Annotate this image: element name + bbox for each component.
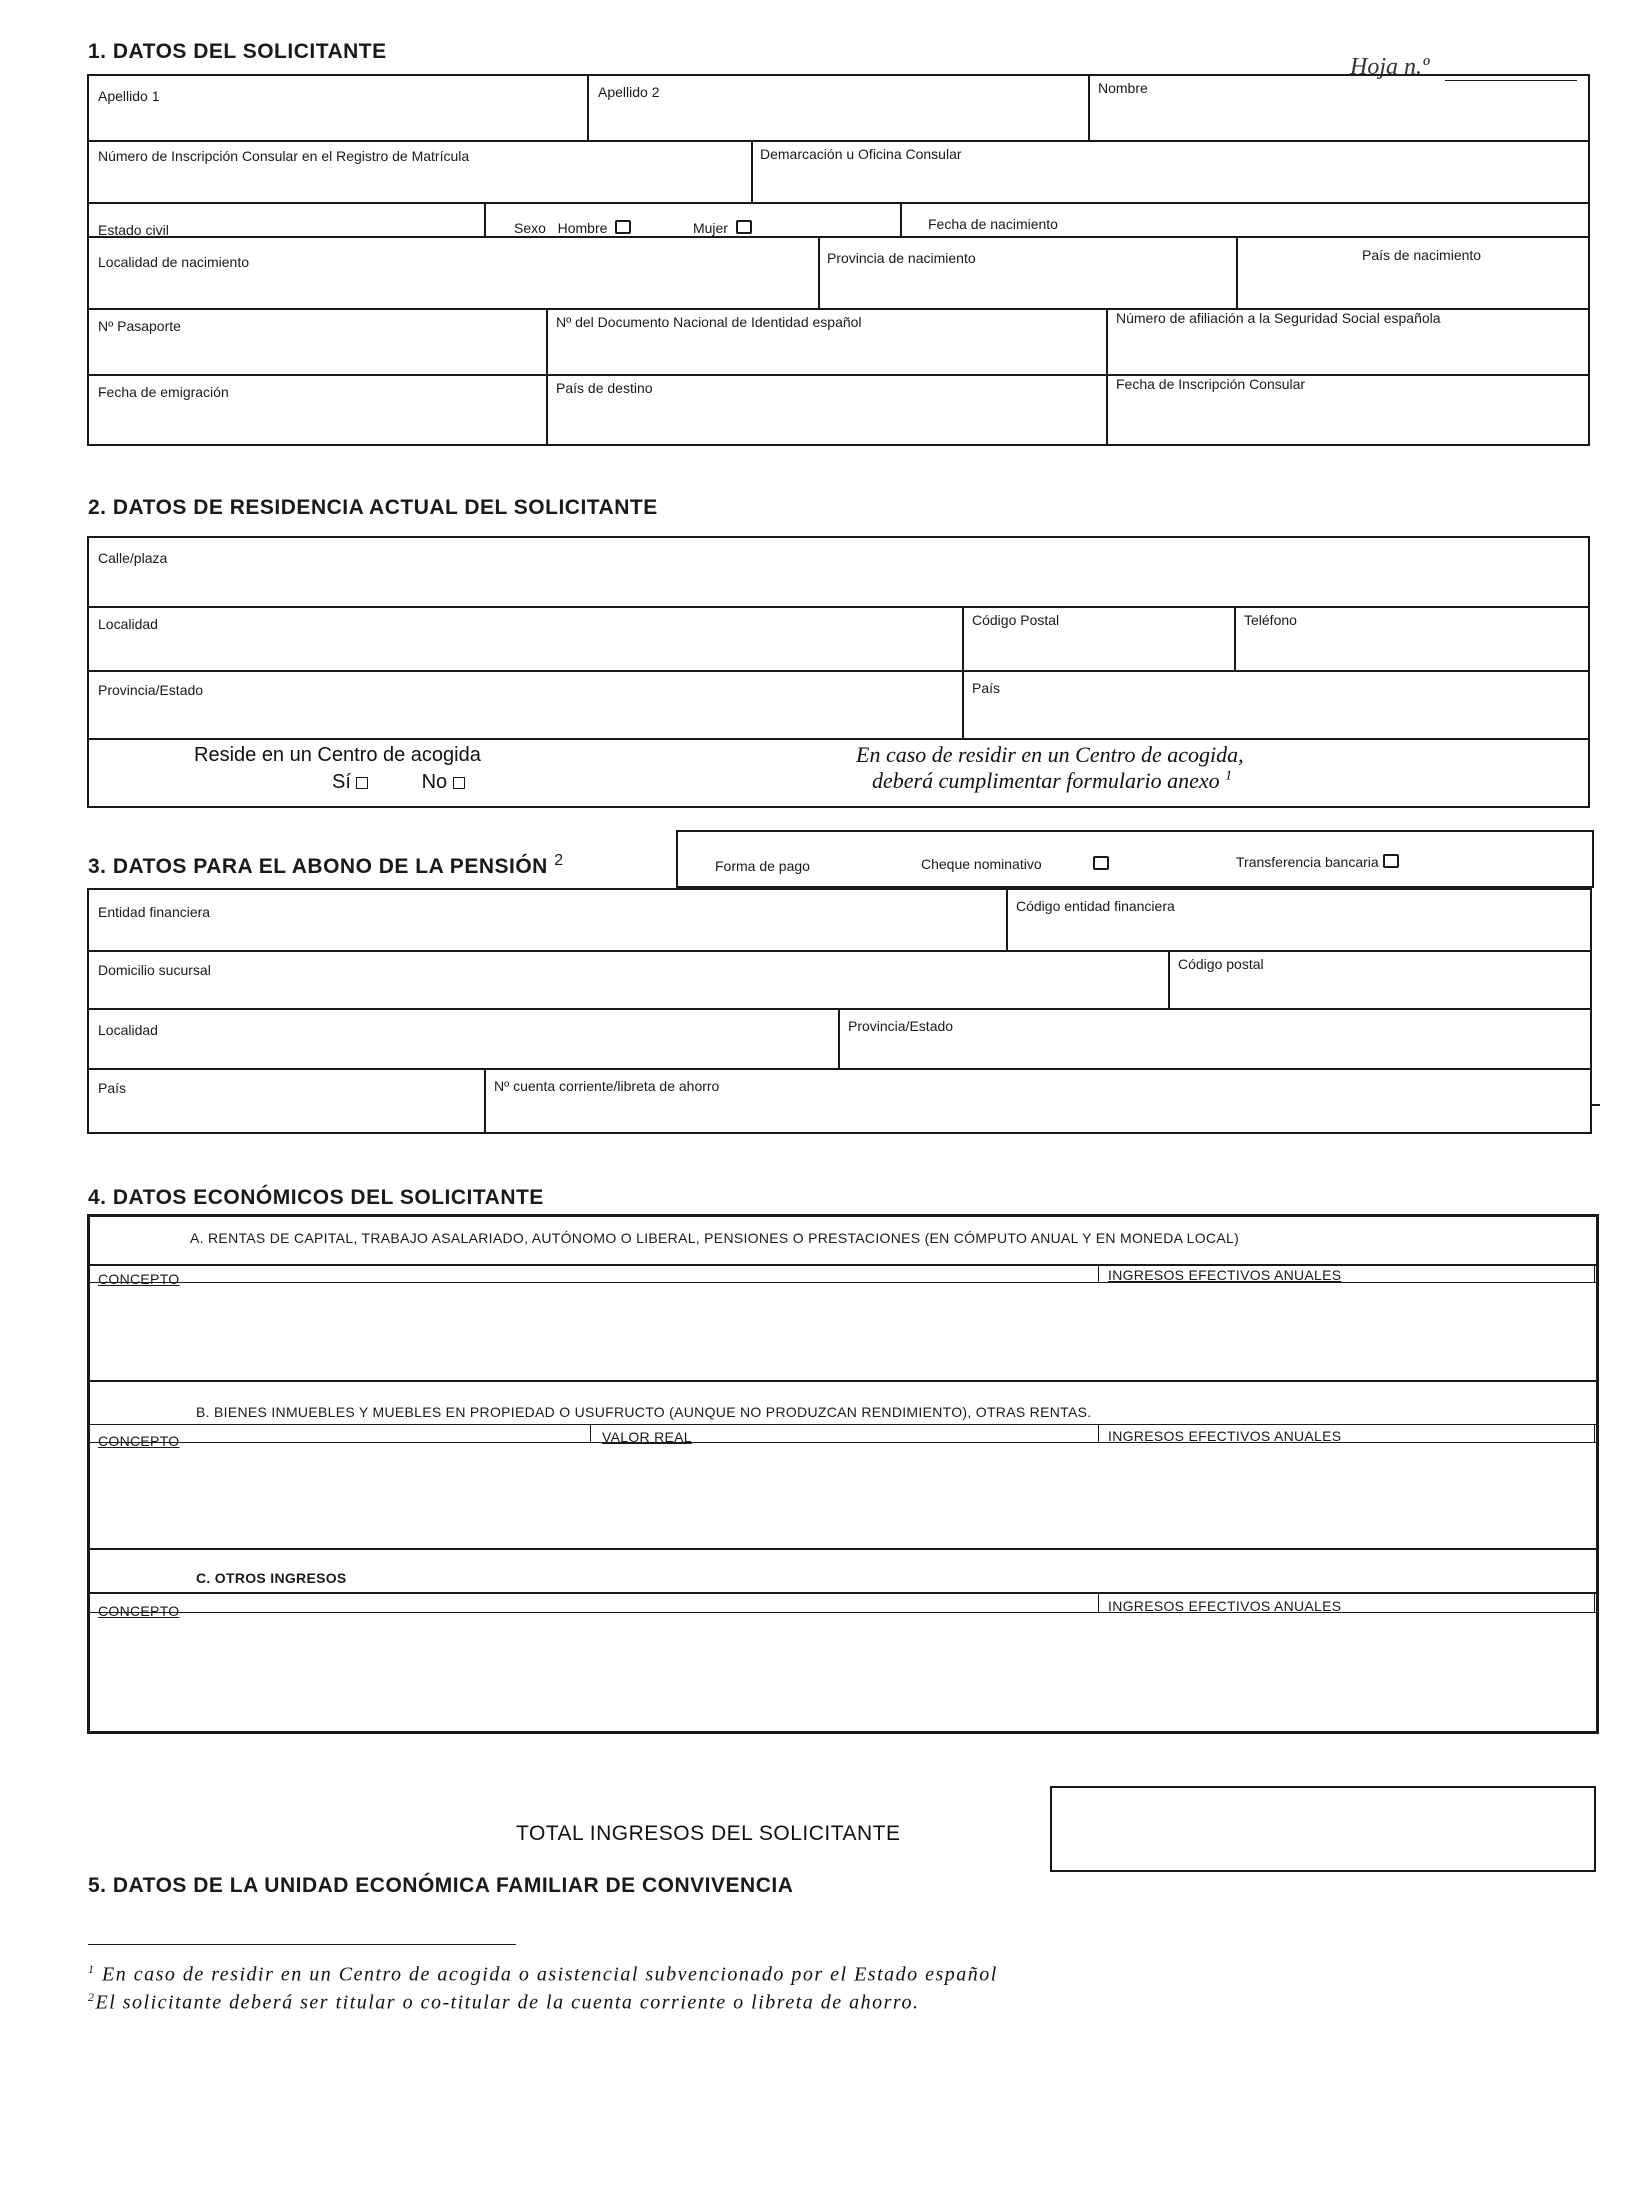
- b-valor-real-header: VALOR REAL: [602, 1429, 692, 1445]
- field-calle[interactable]: Calle/plaza: [98, 550, 168, 566]
- rule: [87, 950, 1592, 952]
- field-localidad[interactable]: Localidad: [98, 616, 158, 632]
- field-dni[interactable]: Nº del Documento Nacional de Identidad español: [556, 314, 862, 330]
- total-ingresos-label: TOTAL INGRESOS DEL SOLICITANTE: [516, 1822, 901, 1845]
- footnote-2-num: 2: [88, 1990, 96, 2004]
- rentas-a-title: A. RENTAS DE CAPITAL, TRABAJO ASALARIADO, AUTÓNOMO O LIBERAL, PENSIONES O PRESTACIONES (EN CÓMPUTO ANUAL Y EN MONEDA LOCAL): [190, 1230, 1240, 1246]
- rule: [1236, 236, 1238, 308]
- rule: [87, 1282, 1599, 1283]
- forma-pago-label: Forma de pago: [715, 858, 810, 874]
- hombre-checkbox[interactable]: [615, 220, 631, 234]
- rule: [87, 1612, 1599, 1613]
- footnote-2: [88, 1990, 919, 2015]
- footnote-1-num: 1: [88, 1962, 96, 1976]
- rule: [1234, 606, 1236, 670]
- field-fecha-emigracion[interactable]: Fecha de emigración: [98, 384, 229, 400]
- rule: [87, 738, 1590, 740]
- field-seguridad-social[interactable]: Número de afiliación a la Seguridad Social española: [1116, 310, 1441, 326]
- field-num-inscripcion[interactable]: Número de Inscripción Consular en el Registro de Matrícula: [98, 148, 470, 164]
- transferencia-option: [1236, 854, 1399, 870]
- c-entry-area[interactable]: [98, 1616, 1588, 1726]
- sexo-label: Sexo: [514, 220, 546, 236]
- field-codigo-entidad[interactable]: Código entidad financiera: [1016, 898, 1175, 914]
- a-entry-area[interactable]: [98, 1286, 1588, 1378]
- rule: [818, 236, 820, 308]
- rule: [87, 1380, 1599, 1382]
- rule: [1006, 888, 1008, 950]
- a-ingresos-header: INGRESOS EFECTIVOS ANUALES: [1108, 1267, 1342, 1283]
- no-label: No: [421, 771, 448, 793]
- rule: [751, 140, 753, 202]
- rule: [87, 1424, 1599, 1425]
- field-fecha-inscripcion[interactable]: Fecha de Inscripción Consular: [1116, 376, 1306, 392]
- rule: [1168, 950, 1170, 1008]
- field-fecha-nacimiento[interactable]: Fecha de nacimiento: [928, 216, 1058, 232]
- centro-note-text: deberá cumplimentar formulario anexo: [872, 768, 1220, 793]
- rule: [1590, 1104, 1600, 1106]
- rule: [1106, 308, 1108, 446]
- bienes-b-title: B. BIENES INMUEBLES Y MUEBLES EN PROPIEDAD O USUFRUCTO (AUNQUE NO PRODUZCAN RENDIMIENTO), OTRAS RENTAS.: [196, 1404, 1092, 1420]
- rule: [87, 670, 1590, 672]
- rule: [587, 74, 589, 140]
- rule: [87, 374, 1590, 376]
- field-telefono[interactable]: Teléfono: [1244, 612, 1297, 628]
- transferencia-checkbox[interactable]: [1383, 854, 1399, 868]
- sheet-number-label: Hoja n.º: [1350, 54, 1430, 80]
- sexo-group: [514, 220, 752, 236]
- section-3-sup: 2: [554, 852, 564, 869]
- section-2-table: [87, 536, 1590, 808]
- rule: [87, 606, 1590, 608]
- rule: [87, 1264, 1599, 1266]
- field-apellido2[interactable]: Apellido 2: [598, 84, 660, 100]
- rule: [87, 202, 1590, 204]
- section-5-title: 5. DATOS DE LA UNIDAD ECONÓMICA FAMILIAR DE CONVIVENCIA: [88, 1874, 794, 1897]
- b-entry-area[interactable]: [98, 1446, 1588, 1546]
- field-pais-nacimiento[interactable]: País de nacimiento: [1362, 247, 1482, 263]
- rule: [1594, 1264, 1595, 1282]
- field-domicilio-sucursal[interactable]: Domicilio sucursal: [98, 962, 211, 978]
- footnote-1-text: En caso de residir en un Centro de acogida o asistencial subvencionado por el Estado español: [102, 1963, 998, 1986]
- field-localidad-nacimiento[interactable]: Localidad de nacimiento: [98, 254, 249, 270]
- footnote-1: [88, 1962, 998, 1987]
- mujer-checkbox[interactable]: [736, 220, 752, 234]
- section-3-title-text: 3. DATOS PARA EL ABONO DE LA PENSIÓN: [88, 855, 548, 878]
- c-concepto-header: CONCEPTO: [98, 1603, 180, 1619]
- rule: [87, 1068, 1592, 1070]
- centro-note-line2: [872, 768, 1232, 794]
- rule: [87, 236, 1590, 238]
- field-demarcacion[interactable]: Demarcación u Oficina Consular: [760, 146, 962, 162]
- rule: [484, 1068, 486, 1134]
- rule: [87, 1442, 1599, 1443]
- rule: [838, 1008, 840, 1068]
- section-1-title: 1. DATOS DEL SOLICITANTE: [88, 40, 387, 63]
- rule: [1098, 1424, 1099, 1442]
- field-pasaporte[interactable]: Nº Pasaporte: [98, 318, 181, 334]
- rule: [484, 202, 486, 236]
- mujer-label: Mujer: [692, 220, 728, 236]
- field-provincia[interactable]: Provincia/Estado: [98, 682, 204, 698]
- rule: [546, 308, 548, 446]
- a-concepto-header: CONCEPTO: [98, 1271, 180, 1287]
- field-provincia-sucursal[interactable]: Provincia/Estado: [848, 1018, 954, 1034]
- field-estado-civil[interactable]: Estado civil: [98, 222, 169, 238]
- rule: [1098, 1592, 1099, 1612]
- hombre-label: Hombre: [557, 220, 608, 236]
- reside-centro-label: Reside en un Centro de acogida: [194, 744, 481, 766]
- section-2-title: 2. DATOS DE RESIDENCIA ACTUAL DEL SOLICITANTE: [88, 496, 658, 519]
- forma-pago-box: [676, 830, 1594, 888]
- reside-options: [332, 771, 465, 794]
- transferencia-label: Transferencia bancaria: [1236, 854, 1379, 870]
- field-numero-cuenta[interactable]: Nº cuenta corriente/libreta de ahorro: [494, 1078, 720, 1094]
- cheque-option: [921, 856, 1109, 872]
- field-entidad-financiera[interactable]: Entidad financiera: [98, 904, 211, 920]
- cheque-label: Cheque nominativo: [921, 856, 1042, 872]
- no-checkbox[interactable]: [453, 777, 465, 789]
- footnote-separator: [88, 1944, 516, 1945]
- cheque-checkbox[interactable]: [1093, 856, 1109, 870]
- field-pais-sucursal[interactable]: País: [98, 1080, 127, 1096]
- rule: [590, 1424, 591, 1442]
- rule: [1098, 1264, 1099, 1282]
- b-ingresos-header: INGRESOS EFECTIVOS ANUALES: [1108, 1428, 1342, 1444]
- total-ingresos-box[interactable]: [1050, 1786, 1596, 1872]
- footnote-2-text: El solicitante deberá ser titular o co-titular de la cuenta corriente o libreta de ahorro.: [95, 1991, 920, 2014]
- centro-note-sup: 1: [1225, 768, 1233, 784]
- rule: [900, 202, 902, 236]
- field-codigo-postal[interactable]: Código Postal: [972, 612, 1060, 628]
- rule: [1594, 1592, 1595, 1612]
- field-codigo-postal-sucursal[interactable]: Código postal: [1178, 956, 1264, 972]
- otros-c-title: C. OTROS INGRESOS: [196, 1570, 347, 1586]
- field-provincia-nacimiento[interactable]: Provincia de nacimiento: [827, 250, 976, 266]
- rule: [87, 1592, 1599, 1594]
- b-concepto-header: CONCEPTO: [98, 1433, 180, 1449]
- field-pais-destino[interactable]: País de destino: [556, 380, 653, 396]
- si-checkbox[interactable]: [356, 777, 368, 789]
- field-nombre[interactable]: Nombre: [1098, 80, 1148, 96]
- rule: [87, 1548, 1599, 1550]
- rule: [1088, 74, 1090, 140]
- section-3-title: [88, 852, 564, 879]
- centro-note-line1: En caso de residir en un Centro de acogida,: [856, 742, 1244, 767]
- si-label: Sí: [332, 771, 351, 793]
- rule: [962, 606, 964, 738]
- field-apellido1[interactable]: Apellido 1: [98, 88, 160, 104]
- field-localidad-sucursal[interactable]: Localidad: [98, 1022, 158, 1038]
- rule: [87, 140, 1590, 142]
- rule: [1594, 1424, 1595, 1442]
- section-4-title: 4. DATOS ECONÓMICOS DEL SOLICITANTE: [88, 1186, 544, 1209]
- field-pais[interactable]: País: [972, 680, 1001, 696]
- c-ingresos-header: INGRESOS EFECTIVOS ANUALES: [1108, 1598, 1342, 1614]
